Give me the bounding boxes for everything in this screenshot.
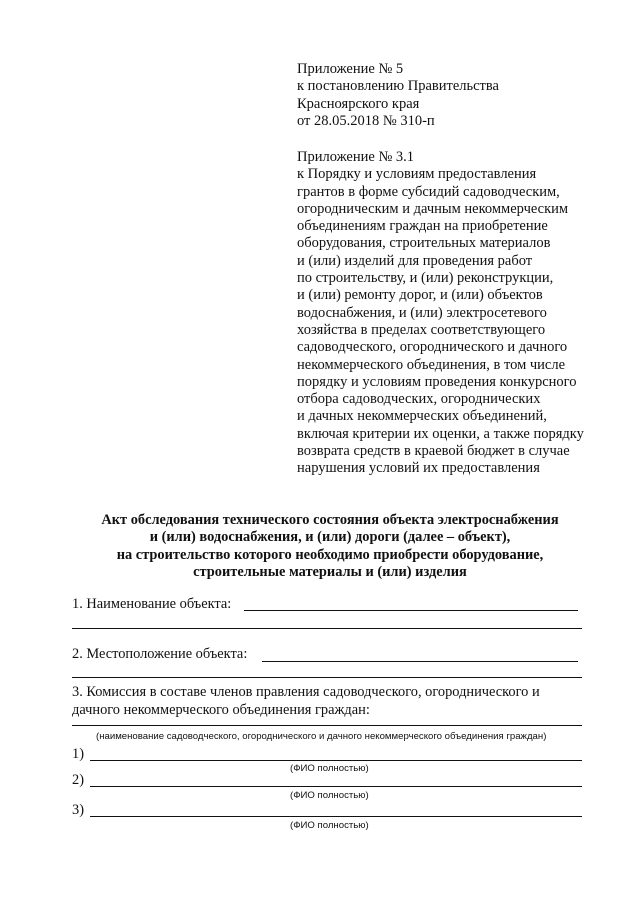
member-3-fio-caption: (ФИО полностью) [290,820,369,831]
object-location-field[interactable] [262,661,578,662]
title-line: строительные материалы и (или) изделия [193,564,467,581]
title-line: и (или) водоснабжения, и (или) дороги (далее – объект), [149,529,511,546]
object-name-label: 1. Наименование объекта: [72,596,232,612]
object-location-field-continued[interactable] [72,677,582,678]
association-name-field[interactable] [72,725,582,726]
member-1-number: 1) [72,746,84,762]
document-title [60,512,600,582]
title-line: на строительство которого необходимо приобрести оборудование, [116,546,544,563]
appendix-header-sub [297,149,607,478]
appendix-line: грантов в форме субсидий садоводческим, [297,183,560,200]
member-1-fio-field[interactable] [90,760,582,761]
appendix-line: от 28.05.2018 № 310-п [297,112,435,129]
member-1-fio-caption: (ФИО полностью) [290,763,369,774]
appendix-line: к Порядку и условиям предоставления [297,166,537,183]
appendix-line: к постановлению Правительства [297,78,499,95]
appendix-line: садоводческого, огороднического и дачного [297,339,568,356]
appendix-line: Приложение № 5 [297,61,404,77]
member-3-number: 3) [72,802,84,818]
object-name-field[interactable] [244,610,578,611]
member-3-fio-field[interactable] [90,816,582,817]
object-location-label: 2. Местоположение объекта: [72,646,248,662]
appendix-line: объединениям граждан на приобретение [297,218,548,235]
appendix-line: и (или) изделий для проведения работ [297,252,533,269]
appendix-line: Красноярского края [297,95,420,112]
object-name-field-continued[interactable] [72,628,582,629]
appendix-line: водоснабжения, и (или) электросетевого [297,304,547,321]
appendix-line: Приложение № 3.1 [297,149,415,165]
member-2-fio-field[interactable] [90,786,582,787]
member-2-fio-caption: (ФИО полностью) [290,790,369,801]
commission-text-line-1: 3. Комиссия в составе членов правления садоводческого, огороднического и [72,684,540,700]
association-name-caption: (наименование садоводческого, огороднического и дачного некоммерческого объединения граждан) [96,731,547,742]
appendix-line: отбора садоводческих, огороднических [297,391,541,408]
title-line: Акт обследования технического состояния объекта электроснабжения [101,512,559,528]
appendix-line: оборудования, строительных материалов [297,235,551,252]
appendix-line: нарушения условий их предоставления [297,460,540,477]
member-2-number: 2) [72,772,84,788]
appendix-line: включая критерии их оценки, а также порядку [297,425,584,442]
appendix-header-main [297,61,607,130]
appendix-line: некоммерческого объединения, в том числе [297,356,566,373]
appendix-line: хозяйства в пределах соответствующего [297,321,546,338]
appendix-line: и (или) ремонту дорог, и (или) объектов [297,287,543,304]
appendix-line: возврата средств в краевой бюджет в случае [297,443,570,460]
appendix-line: по строительству, и (или) реконструкции, [297,270,554,287]
commission-text-line-2: дачного некоммерческого объединения граждан: [72,702,370,718]
appendix-line: огородническим и дачным некоммерческим [297,200,569,217]
appendix-line: и дачных некоммерческих объединений, [297,408,547,425]
appendix-line: порядку и условиям проведения конкурсного [297,373,577,390]
